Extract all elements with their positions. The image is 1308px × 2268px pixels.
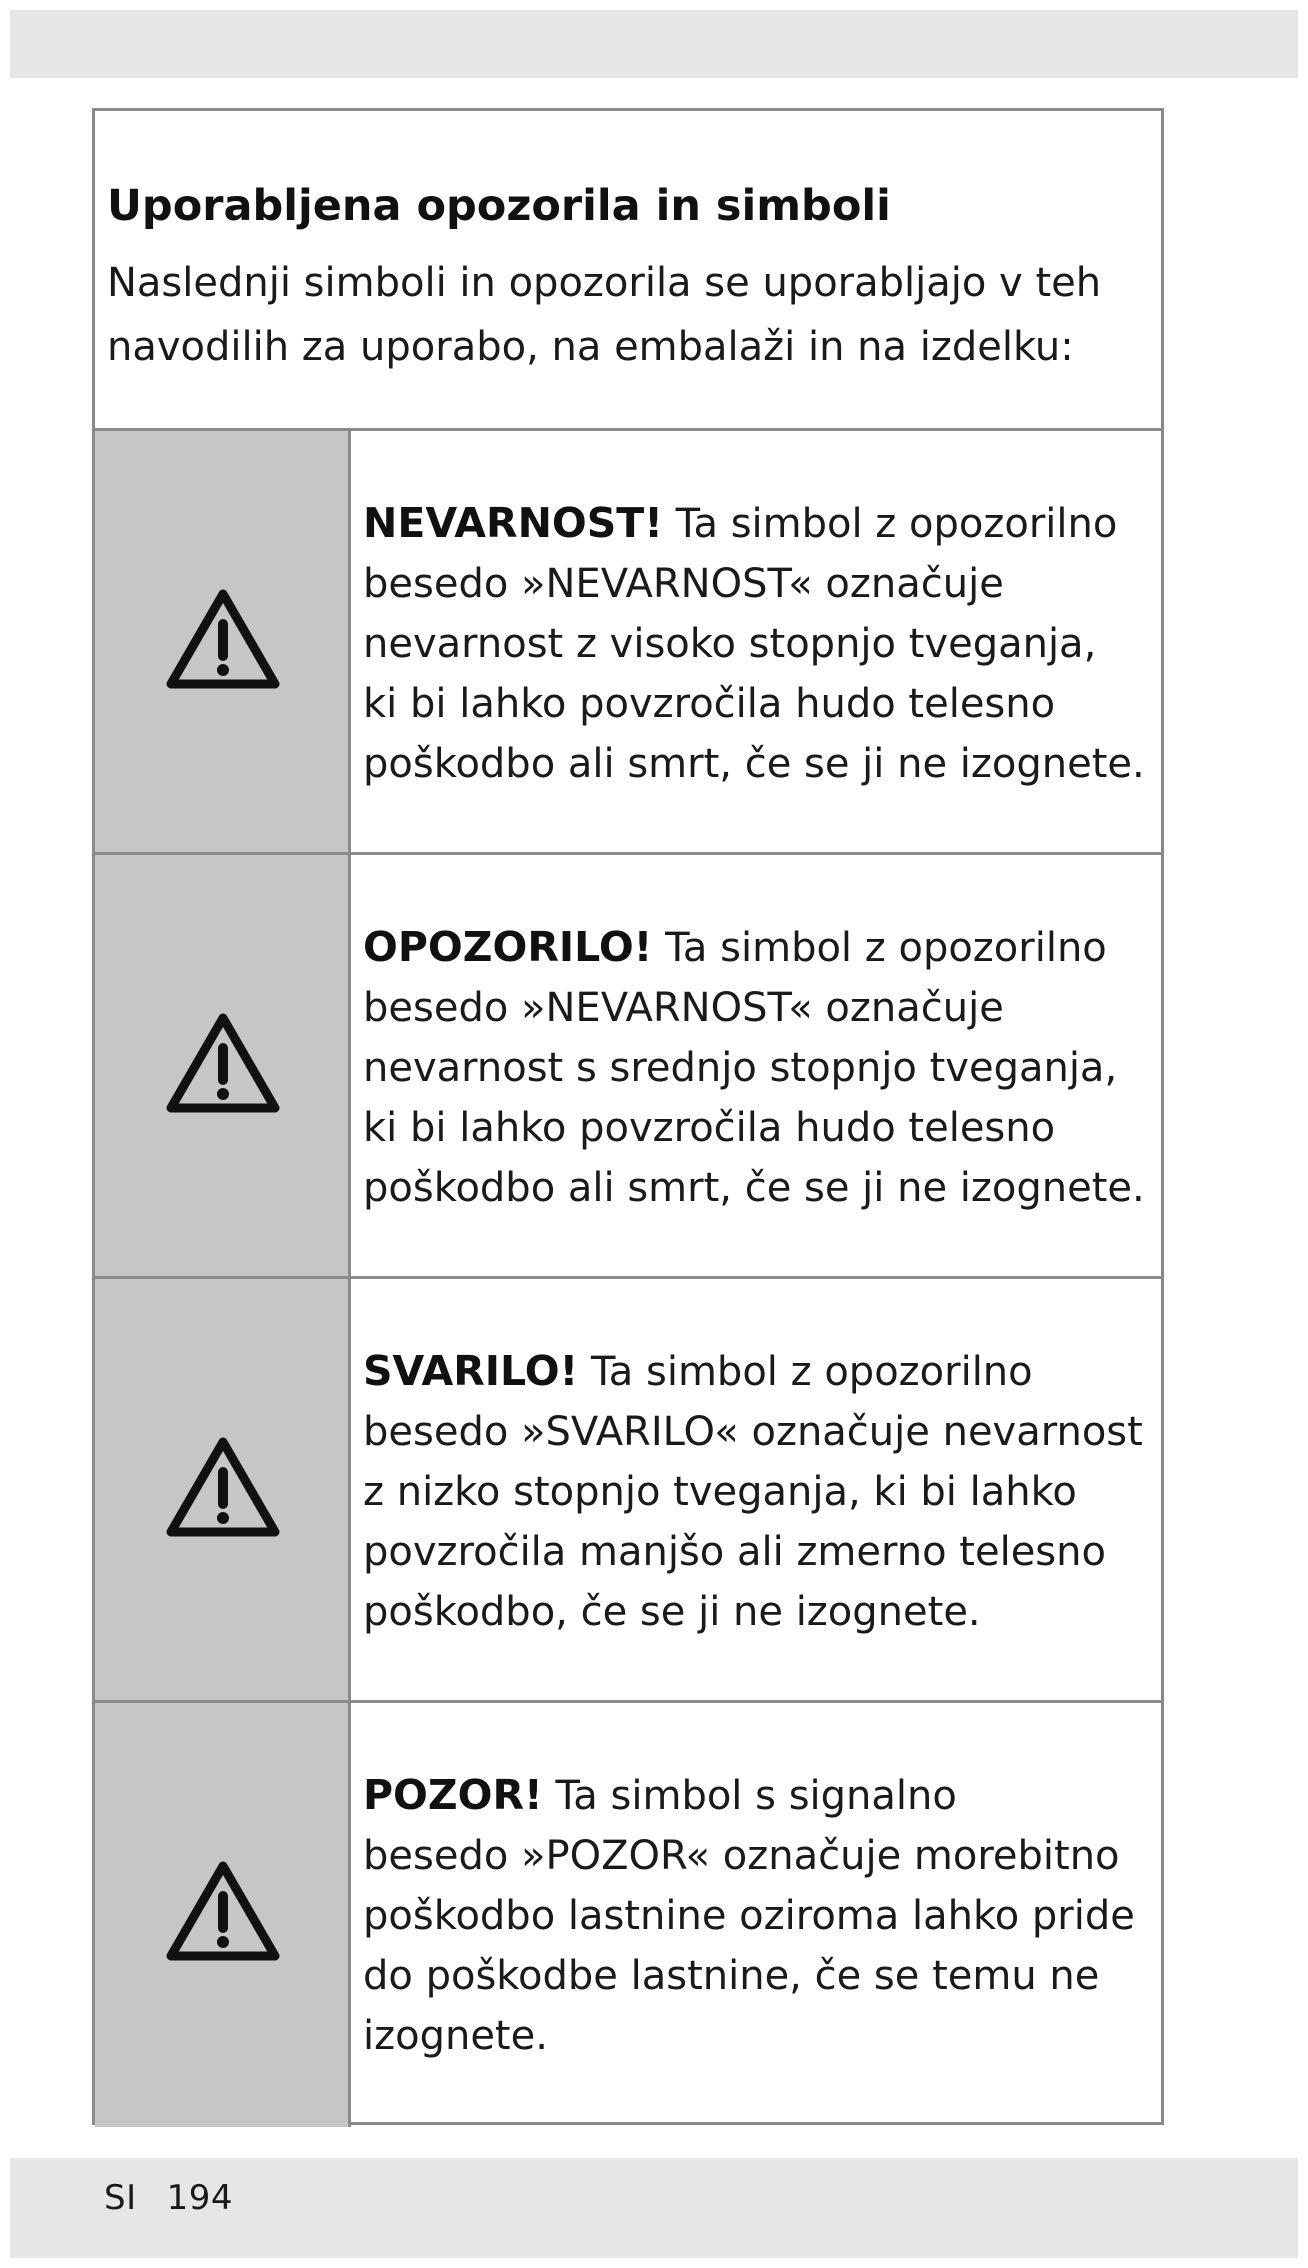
signal-word: POZOR! xyxy=(363,1771,543,1819)
warning-line: besedo »NEVARNOST« označuje xyxy=(363,561,1004,607)
warning-line: nevarnost s srednjo stopnjo tveganja, xyxy=(363,1045,1118,1091)
icon-cell xyxy=(95,855,351,1276)
warning-line: besedo »SVARILO« označuje nevarnost xyxy=(363,1409,1143,1455)
signal-word: SVARILO! xyxy=(363,1347,579,1395)
warning-text xyxy=(363,493,1153,794)
warning-text xyxy=(363,917,1153,1218)
warning-line: poškodbo lastnine oziroma lahko pride xyxy=(363,1893,1135,1939)
page-footer xyxy=(104,2178,263,2218)
warning-line: povzročila manjšo ali zmerno telesno xyxy=(363,1529,1106,1575)
warning-line: poškodbo ali smrt, če se ji ne izognete. xyxy=(363,1165,1145,1211)
table-header xyxy=(95,111,1161,431)
icon-cell xyxy=(95,1279,351,1700)
section-title: Uporabljena opozorila in simboli xyxy=(107,181,891,231)
warning-row xyxy=(95,431,1161,855)
signal-word: NEVARNOST! xyxy=(363,499,663,547)
warning-line: poškodbo ali smrt, če se ji ne izognete. xyxy=(363,741,1145,787)
section-description: Naslednji simboli in opozorila se uporabljajo v teh navodilih za uporabo, na embalaži in na izdelku: xyxy=(107,260,1102,370)
warning-line: Ta simbol z opozorilno xyxy=(590,1349,1033,1395)
warning-line: poškodbo, če se ji ne izognete. xyxy=(363,1589,981,1635)
warning-line: nevarnost z visoko stopnjo tveganja, xyxy=(363,621,1097,667)
top-band xyxy=(10,10,1298,78)
warning-triangle-icon xyxy=(165,1858,281,1962)
warning-line: besedo »NEVARNOST« označuje xyxy=(363,985,1004,1031)
warning-row xyxy=(95,1279,1161,1703)
warning-line: ki bi lahko povzročila hudo telesno xyxy=(363,681,1056,727)
warning-triangle-icon xyxy=(165,1010,281,1114)
warning-row xyxy=(95,1703,1161,2127)
warning-triangle-icon xyxy=(165,1434,281,1538)
icon-cell xyxy=(95,431,351,852)
page-number: 194 xyxy=(166,2178,234,2218)
warning-text xyxy=(363,1341,1153,1642)
signal-word: OPOZORILO! xyxy=(363,923,653,971)
warning-line: z nizko stopnjo tveganja, ki bi lahko xyxy=(363,1469,1077,1515)
warning-text xyxy=(363,1765,1153,2066)
warning-symbols-table xyxy=(92,108,1164,2125)
warning-line: besedo »POZOR« označuje morebitno xyxy=(363,1833,1120,1879)
warning-line: Ta simbol s signalno xyxy=(555,1773,957,1819)
footer-language: SI xyxy=(104,2178,137,2218)
warning-line: izognete. xyxy=(363,2013,548,2059)
warning-line: do poškodbe lastnine, če se temu ne xyxy=(363,1953,1100,1999)
warning-line: Ta simbol z opozorilno xyxy=(665,925,1107,971)
warning-line: ki bi lahko povzročila hudo telesno xyxy=(363,1105,1056,1151)
warning-triangle-icon xyxy=(165,586,281,690)
icon-cell xyxy=(95,1703,351,2127)
warning-line: Ta simbol z opozorilno xyxy=(675,501,1118,547)
warning-row xyxy=(95,855,1161,1279)
